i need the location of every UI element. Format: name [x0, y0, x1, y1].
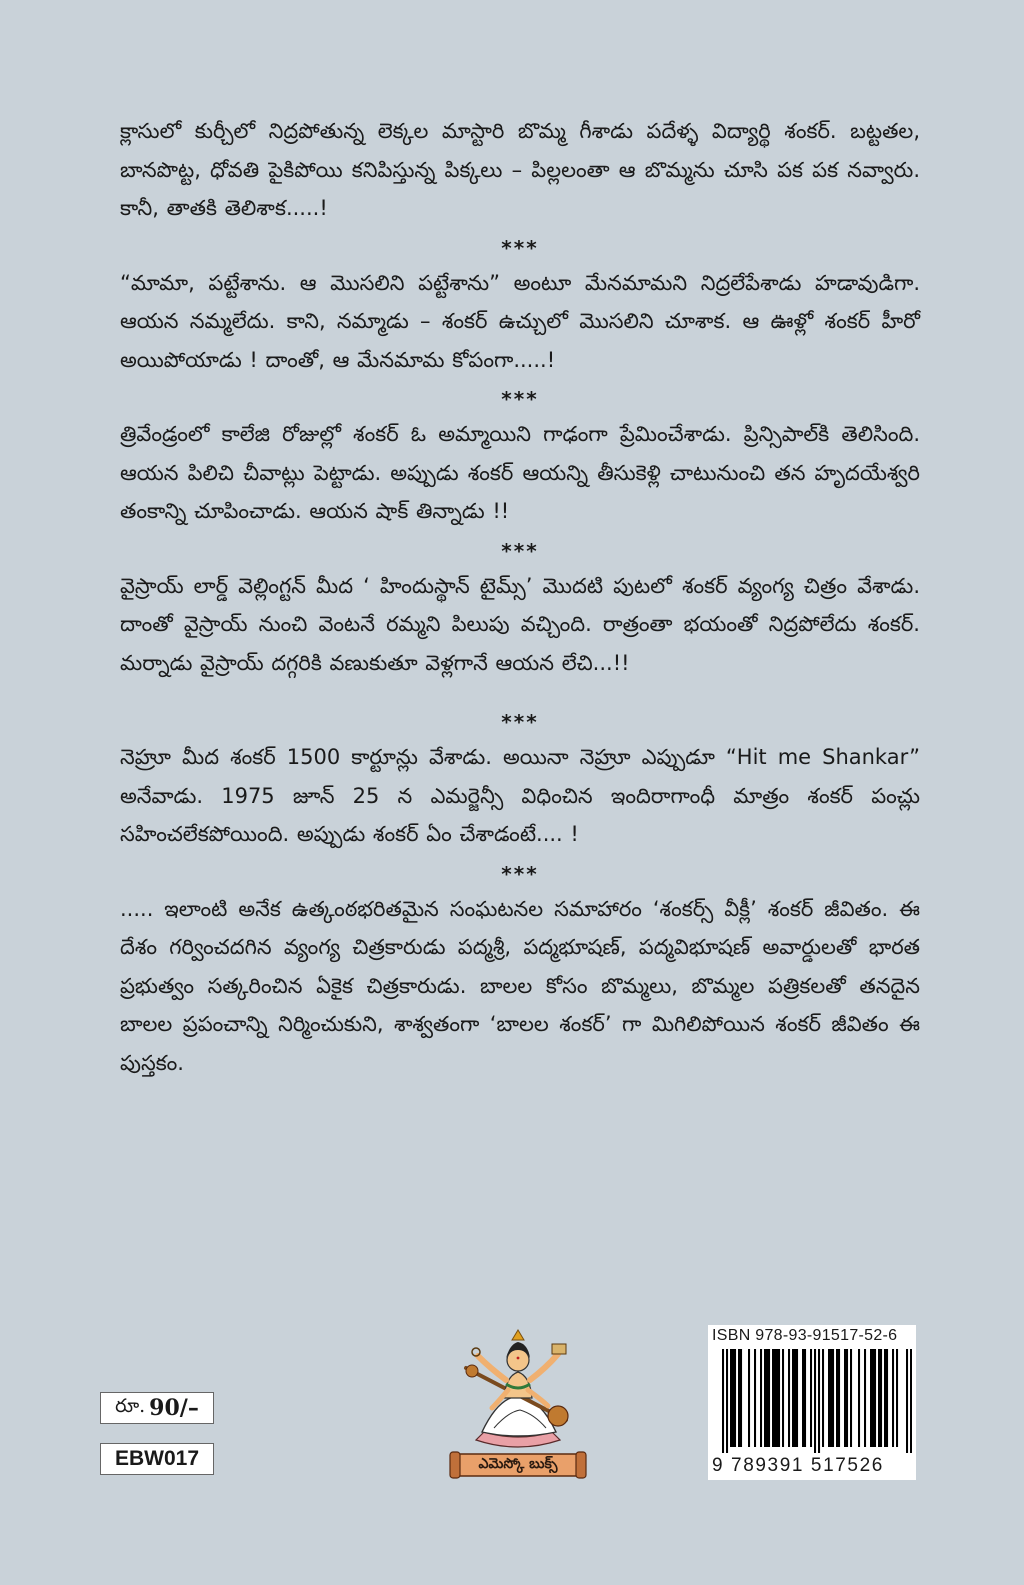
- barcode-bar: [792, 1349, 794, 1447]
- barcode-bar: [906, 1349, 908, 1453]
- barcode-bar: [870, 1349, 872, 1447]
- saraswati-veena-icon: [448, 1328, 588, 1453]
- barcode-bar: [896, 1349, 898, 1447]
- separator: ***: [501, 861, 539, 886]
- publisher-logo: [448, 1328, 588, 1483]
- separator: ***: [501, 235, 539, 260]
- barcode-bar: [740, 1349, 742, 1447]
- barcode-bar: [830, 1349, 832, 1447]
- barcode-bar: [726, 1349, 728, 1453]
- barcode-bar: [730, 1349, 732, 1447]
- barcode-bar: [796, 1349, 798, 1447]
- barcode-bar: [764, 1349, 766, 1447]
- barcode-bar: [766, 1349, 768, 1447]
- isbn-label: ISBN 978-93-91517-52-6: [712, 1327, 898, 1344]
- barcode-bar: [810, 1349, 812, 1447]
- barcode-bar: [814, 1349, 816, 1453]
- barcode-bar: [804, 1349, 806, 1447]
- barcode-bar: [732, 1349, 734, 1447]
- price-label: [100, 1392, 214, 1424]
- barcode-bar: [754, 1349, 756, 1447]
- isbn-digits: 9 789391 517526: [712, 1455, 884, 1476]
- barcode-bar: [832, 1349, 834, 1447]
- barcode-bar: [828, 1349, 830, 1447]
- barcode-bar: [844, 1349, 846, 1447]
- barcode-bar: [722, 1349, 724, 1453]
- barcode-bar: [818, 1349, 820, 1453]
- barcode-bar: [886, 1349, 888, 1447]
- barcode-bar: [874, 1349, 876, 1447]
- separator: ***: [501, 710, 539, 734]
- book-code: EBW017: [100, 1443, 214, 1475]
- blurb-paragraph-4: వైస్రాయ్ లార్డ్ వెల్లింగ్టన్ మీద ‘ హిందుస్థాన్ టైమ్స్’ మొదటి పుటలో శంకర్ వ్యంగ్య చిత్రం వేశాడు. దాంతో వైస్రాయ్ నుంచి వెంటనే రమ్మని పిలుపు వచ్చింది. రాత్రంతా భయంతో నిద్రపోలేదు శంకర్. మర్నాడు వైస్రాయ్ దగ్గరికి వణుకుతూ వెళ్లగానే ఆయన లేచి...!!: [120, 573, 920, 675]
- barcode-bar: [782, 1349, 784, 1447]
- barcode-bar: [774, 1349, 776, 1447]
- barcode-bar: [760, 1349, 762, 1447]
- price-prefix: రూ.: [115, 1394, 146, 1417]
- barcode-bar: [772, 1349, 774, 1447]
- barcode-bar: [864, 1349, 866, 1447]
- barcode-bar: [778, 1349, 780, 1447]
- barcode-bar: [822, 1349, 824, 1447]
- barcode-bar: [892, 1349, 894, 1447]
- publisher-name: ఎమెస్కో బుక్స్: [478, 1455, 558, 1472]
- barcode-bar: [858, 1349, 860, 1447]
- separator: ***: [501, 387, 539, 411]
- blurb-paragraph-1: క్లాసులో కుర్చీలో నిద్రపోతున్న లెక్కల మాస్టారి బొమ్మ గీశాడు పదేళ్ళ విద్యార్థి శంకర్. బట్టతల, బానపొట్ట, ధోవతి పైకిపోయి కనిపిస్తున్న పిక్కలు – పిల్లలంతా ఆ బొమ్మను చూసి పక పక నవ్వారు. కానీ, తాతకి తెలిశాక.....!: [120, 119, 920, 220]
- barcode-bar: [788, 1349, 790, 1447]
- blurb-paragraph-3: త్రివేండ్రంలో కాలేజి రోజుల్లో శంకర్ ఓ అమ్మాయిని గాఢంగా ప్రేమించేశాడు. ప్రిన్సిపాల్‌కి తెలిసింది. ఆయన పిలిచి చీవాట్లు పెట్టాడు. అప్పుడు శంకర్ ఆయన్ని తీసుకెళ్లి చాటునుంచి తన హృదయేశ్వరి తంకాన్ని చూపించాడు. ఆయన షాక్ తిన్నాడు !!: [120, 422, 920, 523]
- blurb-paragraph-5: నెహ్రూ మీద శంకర్ 1500 కార్టూన్లు వేశాడు. అయినా నెహ్రూ ఎప్పుడూ “Hit me Shankar” అనేవాడు. 1975 జూన్ 25 న ఎమర్జెన్సీ విధించిన ఇందిరాగాంధీ మాత్రం శంకర్ పంచ్లు సహించలేకపోయింది. అప్పుడు శంకర్ ఏం చేశాడంటే.... !: [120, 745, 920, 846]
- barcode-bar: [836, 1349, 838, 1447]
- blurb-paragraph-2: “మామా, పట్టేశాను. ఆ మొసలిని పట్టేశాను” అంటూ మేనమామని నిద్రలేపేశాడు హడావుడిగా. ఆయన నమ్మలేదు. కాని, నమ్మాడు – శంకర్ ఉచ్చులో మొసలిని చూశాక. ఆ ఊళ్లో శంకర్ హీరో అయిపోయాడు ! దాంతో, ఆ మేనమామ కోపంగా.....!: [120, 270, 920, 372]
- blurb-section: [120, 112, 920, 1082]
- barcode-bar: [734, 1349, 736, 1447]
- barcode-bar: [802, 1349, 804, 1447]
- barcode-bar: [838, 1349, 840, 1447]
- isbn-barcode: [708, 1325, 916, 1480]
- barcode-bar: [776, 1349, 778, 1447]
- barcode-bar: [850, 1349, 852, 1447]
- barcode-bar: [846, 1349, 848, 1447]
- barcode-bar: [880, 1349, 882, 1447]
- barcode-bar: [748, 1349, 750, 1447]
- blurb-paragraph-6: ..... ఇలాంటి అనేక ఉత్కంఠభరితమైన సంఘటనల సమాహారం ‘శంకర్స్ వీక్లీ’ శంకర్ జీవితం. ఈ దేశం గర్వించదగిన వ్యంగ్య చిత్రకారుడు పద్మశ్రీ, పద్మభూషణ్, పద్మవిభూషణ్ అవార్డులతో భారత ప్రభుత్వం సత్కరించిన ఏకైక చిత్రకారుడు. బాలల కోసం బొమ్మలు, బొమ్మల పత్రికలతో తనదైన బాలల ప్రపంచాన్ని నిర్మించుకుని, శాశ్వతంగా ‘బాలల శంకర్’ గా మిగిలిపోయిన శంకర్ జీవితం ఈ పుస్తకం.: [120, 896, 920, 1075]
- barcode-bar: [910, 1349, 912, 1453]
- barcode-bar: [878, 1349, 880, 1447]
- barcode-bar: [738, 1349, 740, 1447]
- price-amount: 90/–: [149, 1395, 199, 1421]
- barcode-bars: [722, 1349, 912, 1453]
- barcode-bar: [872, 1349, 874, 1447]
- barcode-bar: [884, 1349, 886, 1447]
- barcode-bar: [768, 1349, 770, 1447]
- barcode-bar: [794, 1349, 796, 1447]
- separator: ***: [501, 538, 539, 563]
